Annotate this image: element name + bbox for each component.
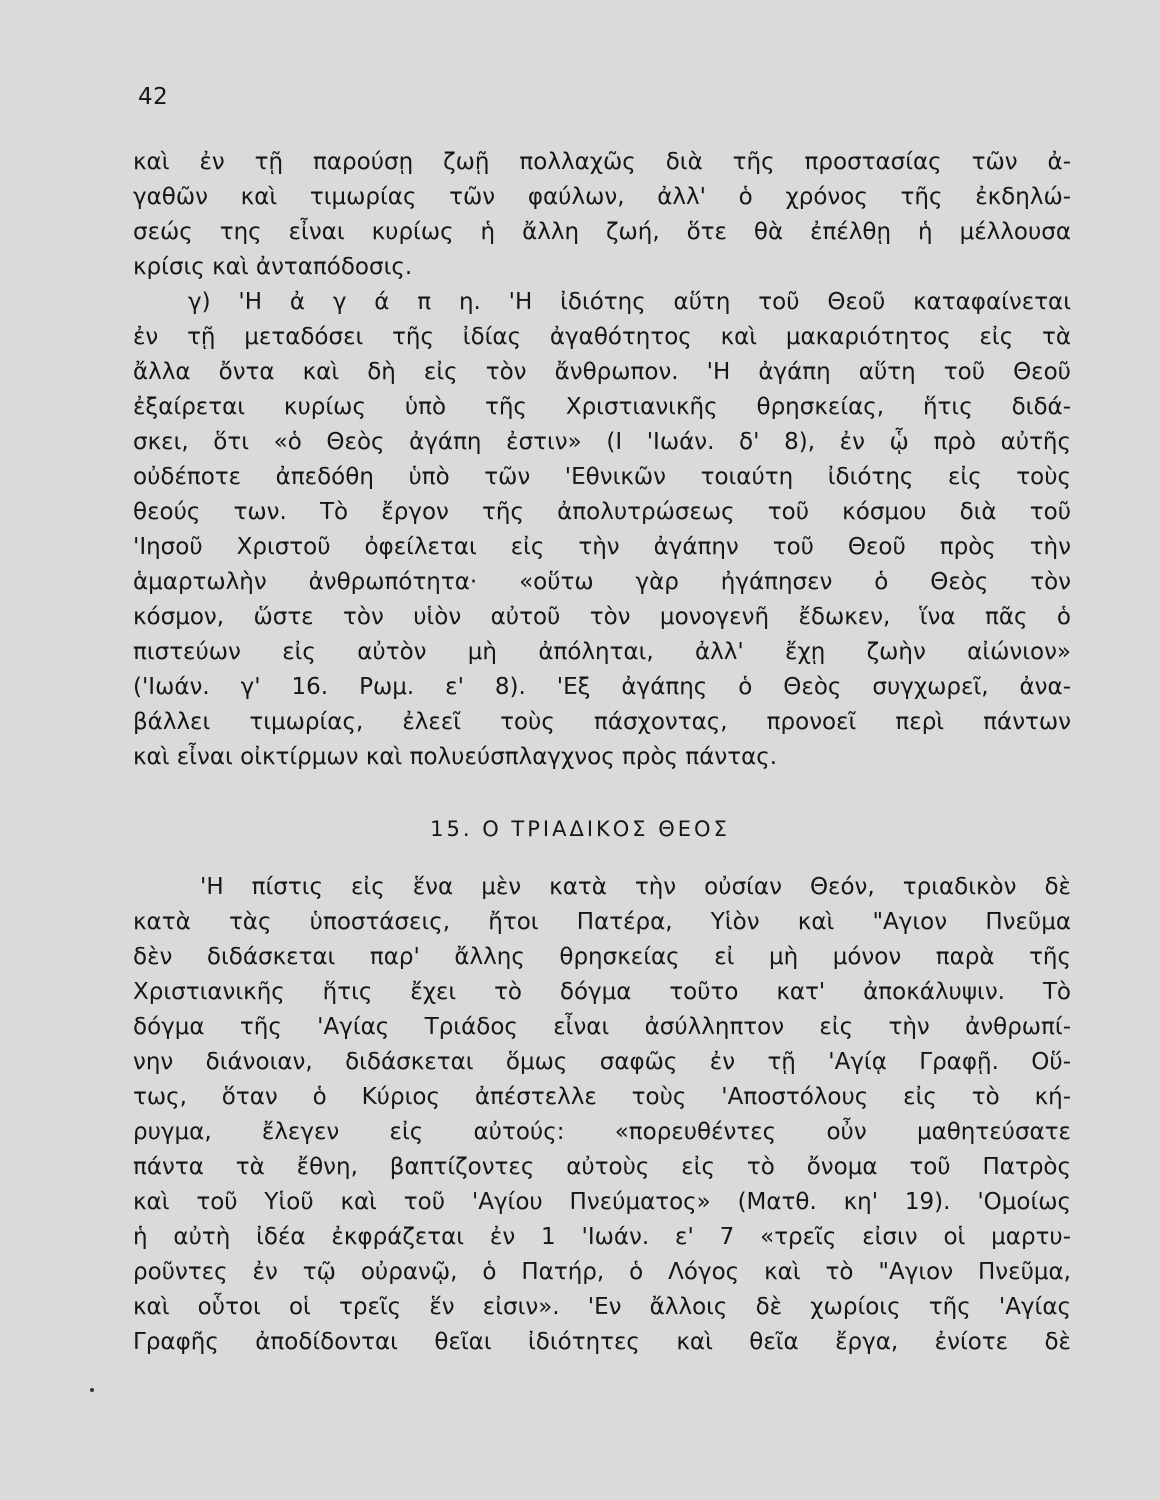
text-line: ρυγμα, ἔλεγεν εἰς αὐτούς: «πορευθέντες οὖν μαθητεύσατε — [133, 1119, 1071, 1145]
text-line: δὲν διδάσκεται παρ' ἄλλης θρησκείας εἰ μὴ μόνον παρὰ τῆς — [133, 944, 1071, 970]
text-line: γ) 'Η ἀ γ ά π η. 'Η ἰδιότης αὕτη τοῦ Θεοῦ καταφαίνεται — [188, 289, 1071, 315]
text-line: νην διάνοιαν, διδάσκεται ὅμως σαφῶς ἐν τῇ 'Αγίᾳ Γραφῇ. Οὕ- — [133, 1049, 1071, 1075]
text-line: τως, ὅταν ὁ Κύριος ἀπέστελλε τοὺς 'Αποστόλους εἰς τὸ κή- — [133, 1084, 1071, 1110]
text-line: ροῦντες ἐν τῷ οὐρανῷ, ὁ Πατήρ, ὁ Λόγος καὶ τὸ "Αγιον Πνεῦμα, — [133, 1259, 1071, 1285]
text-line: καὶ ἐν τῇ παρούσῃ ζωῇ πολλαχῶς διὰ τῆς προστασίας τῶν ἀ- — [133, 149, 1071, 175]
text-line: γαθῶν καὶ τιμωρίας τῶν φαύλων, ἀλλ' ὁ χρόνος τῆς ἐκδηλώ- — [133, 184, 1071, 210]
text-line: Γραφῆς ἀποδίδονται θεῖαι ἰδιότητες καὶ θεῖα ἔργα, ἐνίοτε δὲ — [133, 1329, 1071, 1355]
text-line: θεούς των. Τὸ ἔργον τῆς ἀπολυτρώσεως τοῦ κόσμου διὰ τοῦ — [133, 499, 1071, 525]
text-line: ('Ιωάν. γ' 16. Ρωμ. ε' 8). 'Εξ ἀγάπης ὁ Θεὸς συγχωρεῖ, ἀνα- — [133, 674, 1071, 700]
text-line: ἐν τῇ μεταδόσει τῆς ἰδίας ἀγαθότητος καὶ μακαριότητος εἰς τὰ — [133, 324, 1071, 350]
text-line: πιστεύων εἰς αὐτὸν μὴ ἀπόληται, ἀλλ' ἔχῃ ζωὴν αἰώνιον» — [133, 639, 1071, 665]
text-line: οὐδέποτε ἀπεδόθη ὑπὸ τῶν 'Εθνικῶν τοιαύτη ἰδιότης εἰς τοὺς — [133, 464, 1071, 490]
text-line: Χριστιανικῆς ἥτις ἔχει τὸ δόγμα τοῦτο κατ' ἀποκάλυψιν. Τὸ — [133, 979, 1071, 1005]
section-heading: 15. Ο ΤΡΙΑΔΙΚΟΣ ΘΕΟΣ — [430, 817, 730, 841]
scan-speck — [90, 1388, 94, 1392]
text-line: καὶ οὗτοι οἱ τρεῖς ἕν εἰσιν». 'Εν ἄλλοις δὲ χωρίοις τῆς 'Αγίας — [133, 1294, 1071, 1320]
text-line: 'Ιησοῦ Χριστοῦ ὀφείλεται εἰς τὴν ἀγάπην τοῦ Θεοῦ πρὸς τὴν — [133, 534, 1071, 560]
text-line: κρίσις καὶ ἀνταπόδοσις. — [133, 254, 413, 280]
text-line: σκει, ὅτι «ὁ Θεὸς ἀγάπη ἐστιν» (Ι 'Ιωάν. δ' 8), ἐν ᾧ πρὸ αὐτῆς — [133, 429, 1071, 455]
text-line: βάλλει τιμωρίας, ἐλεεῖ τοὺς πάσχοντας, προνοεῖ περὶ πάντων — [133, 709, 1071, 735]
text-line: ἄλλα ὄντα καὶ δὴ εἰς τὸν ἄνθρωπον. 'Η ἀγάπη αὕτη τοῦ Θεοῦ — [133, 359, 1071, 385]
page-number: 42 — [138, 84, 169, 110]
text-line: σεώς της εἶναι κυρίως ἡ ἄλλη ζωή, ὅτε θὰ ἐπέλθῃ ἡ μέλλουσα — [133, 219, 1071, 245]
text-line: ἁμαρτωλὴν ἀνθρωπότητα· «οὕτω γὰρ ἠγάπησεν ὁ Θεὸς τὸν — [133, 569, 1071, 595]
text-line: κόσμον, ὥστε τὸν υἱὸν αὐτοῦ τὸν μονογενῆ ἔδωκεν, ἵνα πᾶς ὁ — [133, 604, 1071, 630]
text-line: 'Η πίστις εἰς ἕνα μὲν κατὰ τὴν οὐσίαν Θεόν, τριαδικὸν δὲ — [200, 874, 1071, 900]
text-line: πάντα τὰ ἔθνη, βαπτίζοντες αὐτοὺς εἰς τὸ ὄνομα τοῦ Πατρὸς — [133, 1154, 1071, 1180]
text-line: κατὰ τὰς ὑποστάσεις, ἤτοι Πατέρα, Υἱὸν καὶ "Αγιον Πνεῦμα — [133, 909, 1071, 935]
text-line: ἡ αὐτὴ ἰδέα ἐκφράζεται ἐν 1 'Ιωάν. ε' 7 «τρεῖς εἰσιν οἱ μαρτυ- — [133, 1224, 1071, 1250]
text-line: καὶ εἶναι οἰκτίρμων καὶ πολυεύσπλαγχνος πρὸς πάντας. — [133, 744, 778, 770]
text-line: δόγμα τῆς 'Αγίας Τριάδος εἶναι ἀσύλληπτον εἰς τὴν ἀνθρωπί- — [133, 1014, 1071, 1040]
text-line: ἐξαίρεται κυρίως ὑπὸ τῆς Χριστιανικῆς θρησκείας, ἥτις διδά- — [133, 394, 1071, 420]
text-line: καὶ τοῦ Υἱοῦ καὶ τοῦ 'Αγίου Πνεύματος» (Ματθ. κη' 19). 'Ομοίως — [133, 1189, 1071, 1215]
